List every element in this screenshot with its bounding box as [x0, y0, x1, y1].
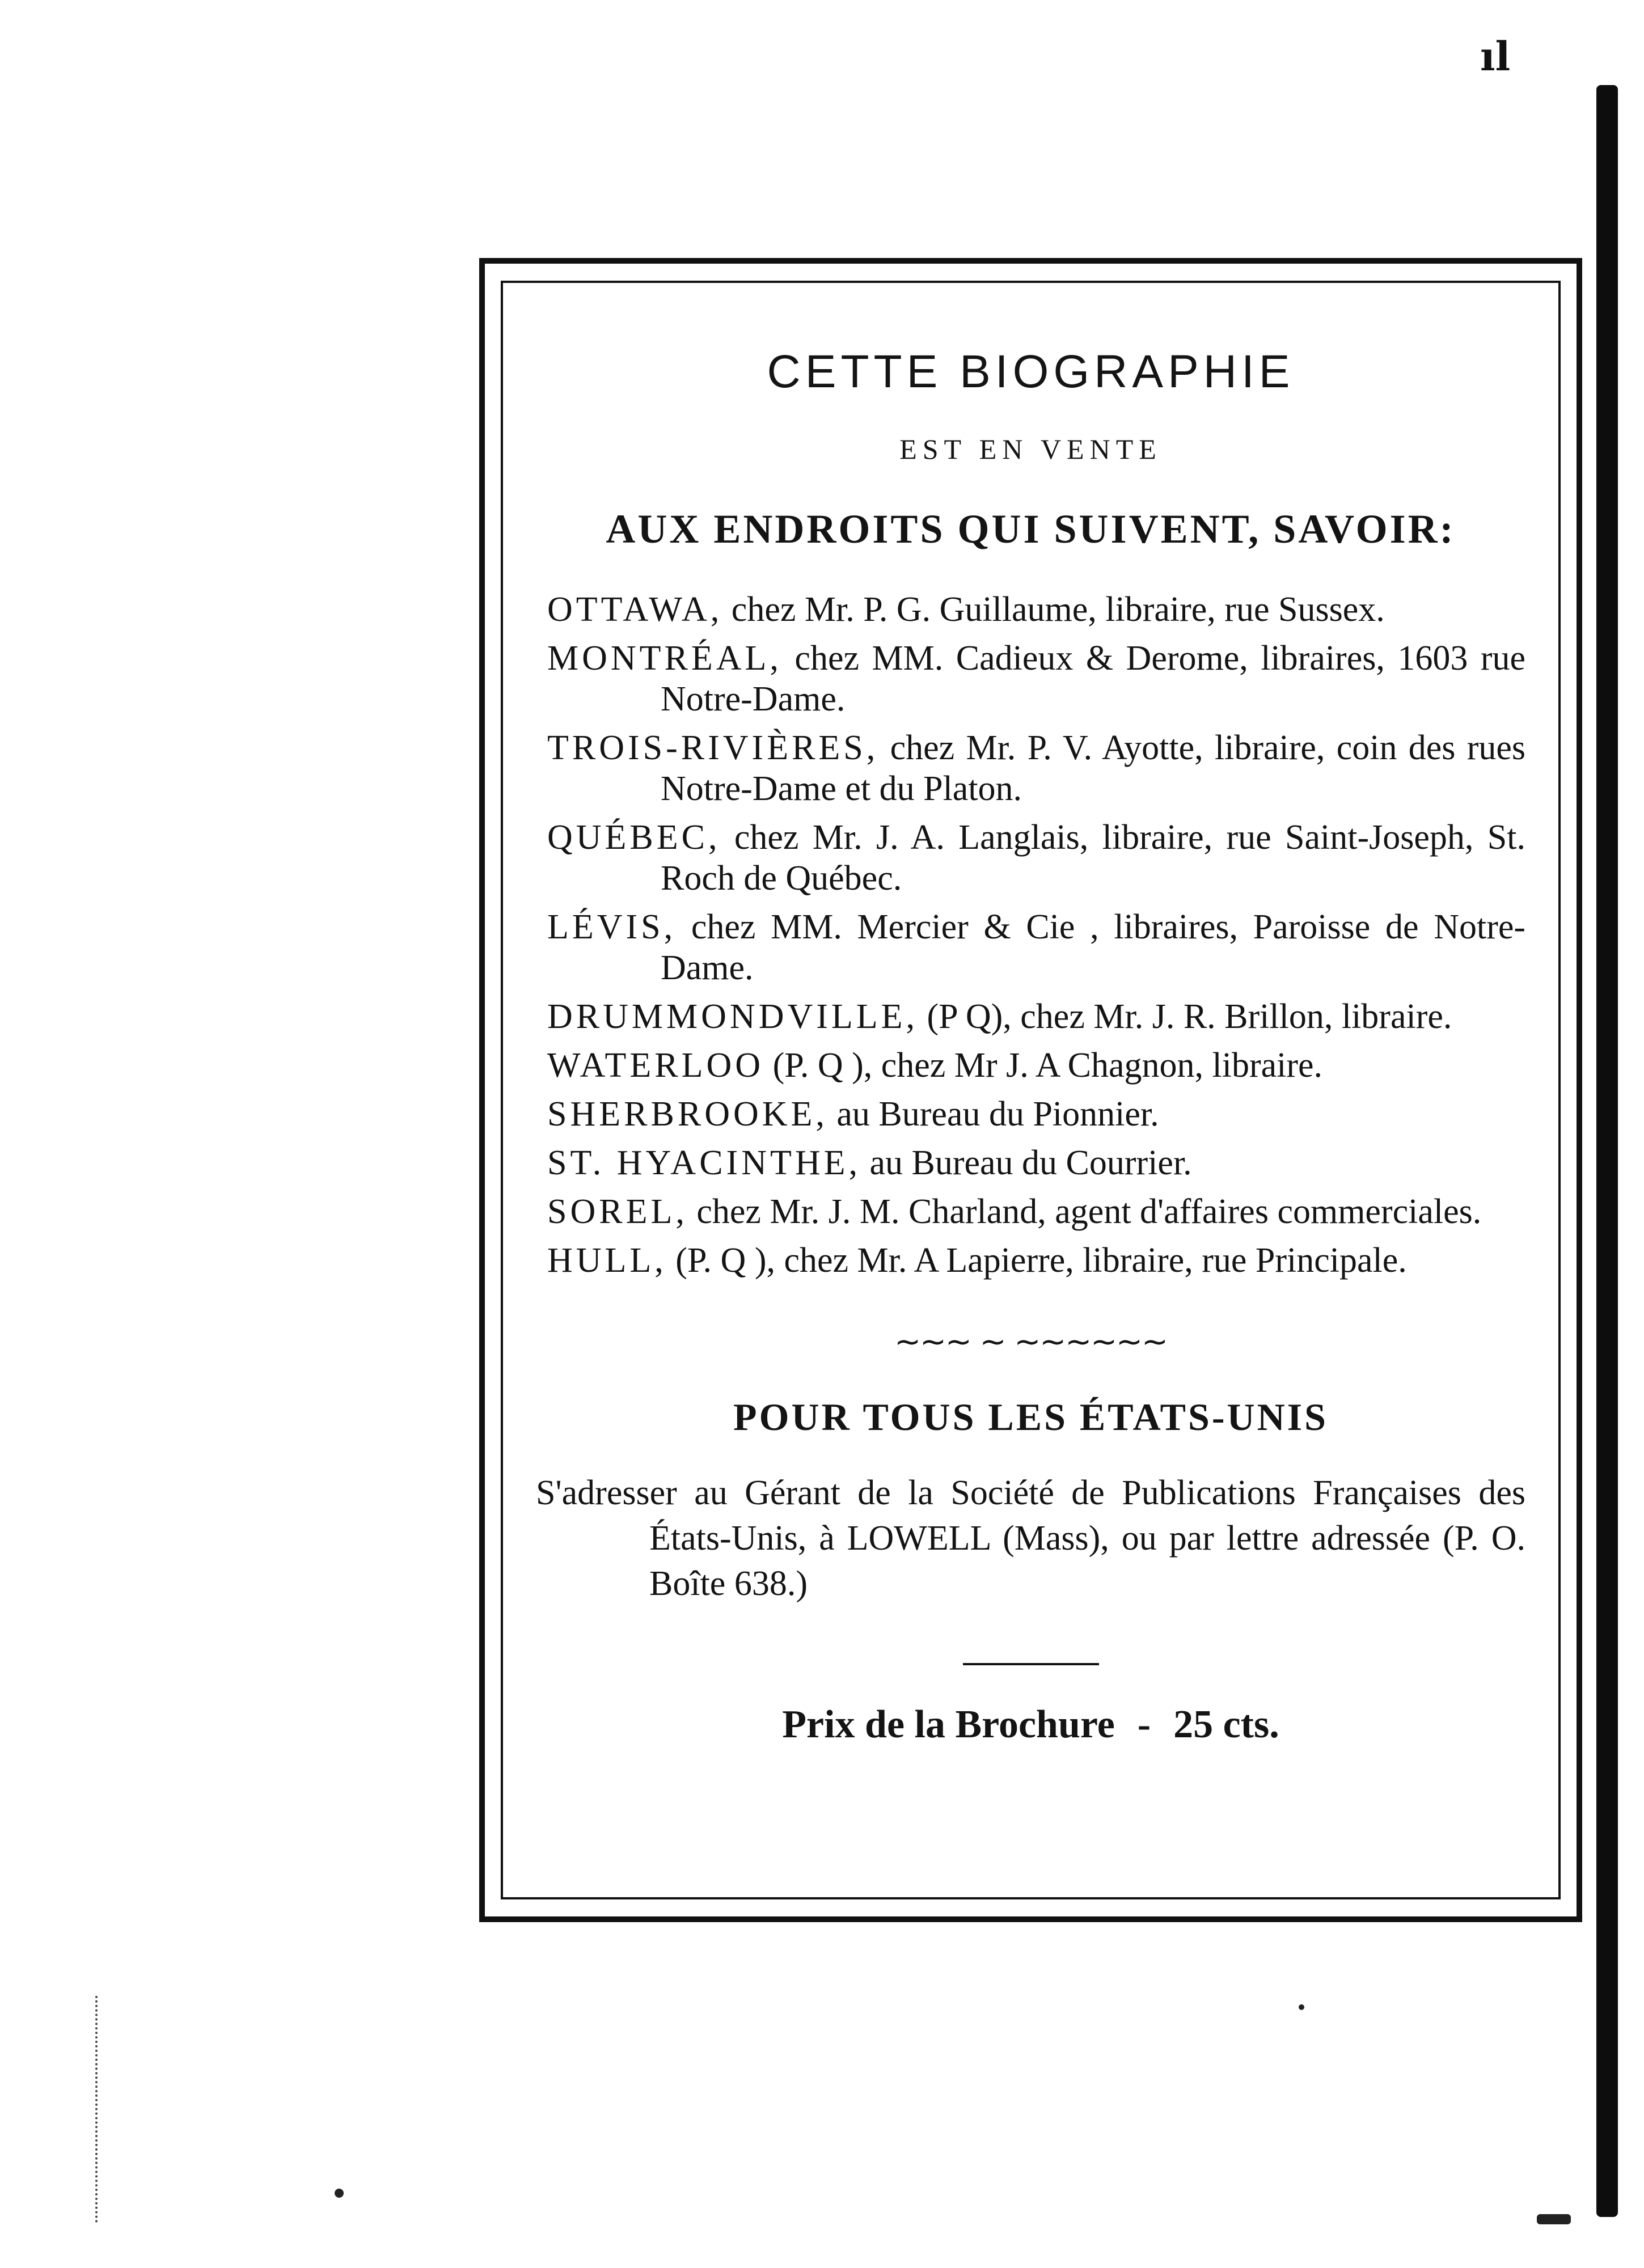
- advertisement-frame: [479, 258, 1582, 1922]
- location-city: OTTAWA,: [547, 590, 723, 629]
- location-details: chez MM. Mercier & Cie , libraires, Paroisse de Notre-Dame.: [661, 908, 1526, 987]
- location-details: au Bureau du Courrier.: [869, 1144, 1192, 1182]
- advert-subtitle: EST EN VENTE: [899, 433, 1162, 465]
- location-details: chez Mr. J. M. Charland, agent d'affaires commerciales.: [696, 1192, 1482, 1231]
- location-city: MONTRÉAL,: [547, 639, 782, 678]
- right-edge-shadow: [1596, 85, 1618, 2217]
- location-city: SHERBROOKE,: [547, 1095, 828, 1133]
- location-entry: [547, 727, 1525, 809]
- us-section-heading: POUR TOUS LES ÉTATS-UNIS: [733, 1395, 1328, 1438]
- location-entry: [547, 1094, 1525, 1135]
- advert-heading: AUX ENDROITS QUI SUIVENT, SAVOIR:: [606, 506, 1456, 552]
- sales-locations-list: [519, 589, 1542, 1281]
- page-corner-mark: ıl: [1480, 33, 1511, 80]
- price-value: 25 cts.: [1173, 1703, 1279, 1746]
- location-details: (P. Q ), chez Mr J. A Chagnon, libraire.: [772, 1046, 1323, 1085]
- location-entry: [547, 589, 1525, 630]
- location-entry: [547, 907, 1525, 988]
- location-city: TROIS-RIVIÈRES,: [547, 729, 879, 767]
- location-entry: [547, 638, 1525, 720]
- us-section-body: S'adresser au Gérant de la Société de Publications Françaises des États-Unis, à LOWELL (Mass), ou par lettre adressée (P. O. Boîte 638.): [536, 1474, 1525, 1603]
- location-entry: [547, 1143, 1525, 1183]
- advertisement-content: [519, 346, 1542, 1746]
- location-entry: [547, 996, 1525, 1037]
- location-city: HULL,: [547, 1241, 667, 1280]
- location-details: chez MM. Cadieux & Derome, libraires, 1603 rue Notre-Dame.: [661, 639, 1526, 718]
- advert-title: CETTE BIOGRAPHIE: [767, 346, 1295, 397]
- location-entry: [547, 1191, 1525, 1232]
- location-entry: [547, 1045, 1525, 1086]
- stray-dot: [1299, 2004, 1304, 2010]
- location-details: (P. Q ), chez Mr. A Lapierre, libraire, rue Principale.: [675, 1241, 1407, 1280]
- location-city: ST. HYACINTHE,: [547, 1144, 861, 1182]
- binding-marks: [95, 1996, 104, 2223]
- location-entry: [547, 1240, 1525, 1281]
- location-details: au Bureau du Pionnier.: [836, 1095, 1159, 1133]
- location-details: chez Mr. P. V. Ayotte, libraire, coin des rues Notre-Dame et du Platon.: [661, 729, 1525, 808]
- location-city: SOREL,: [547, 1192, 688, 1231]
- location-city: QUÉBEC,: [547, 818, 721, 857]
- location-details: chez Mr. P. G. Guillaume, libraire, rue Sussex.: [731, 590, 1385, 629]
- location-city: LÉVIS,: [547, 908, 677, 946]
- ornamental-divider: ~~~ ~ ~~~~~~: [894, 1323, 1167, 1360]
- location-city: WATERLOO: [547, 1046, 764, 1085]
- location-entry: [547, 817, 1525, 899]
- location-details: chez Mr. J. A. Langlais, libraire, rue Saint-Joseph, St. Roch de Québec.: [661, 818, 1525, 898]
- location-city: DRUMMONDVILLE,: [547, 997, 919, 1036]
- price-line: [519, 1705, 1542, 1745]
- stray-dot: [1537, 2214, 1571, 2224]
- horizontal-rule: [963, 1663, 1099, 1665]
- price-separator: -: [1137, 1703, 1151, 1746]
- stray-dot: [335, 2189, 344, 2198]
- price-label: Prix de la Brochure: [782, 1703, 1115, 1746]
- location-details: (P Q), chez Mr. J. R. Brillon, libraire.: [927, 997, 1452, 1036]
